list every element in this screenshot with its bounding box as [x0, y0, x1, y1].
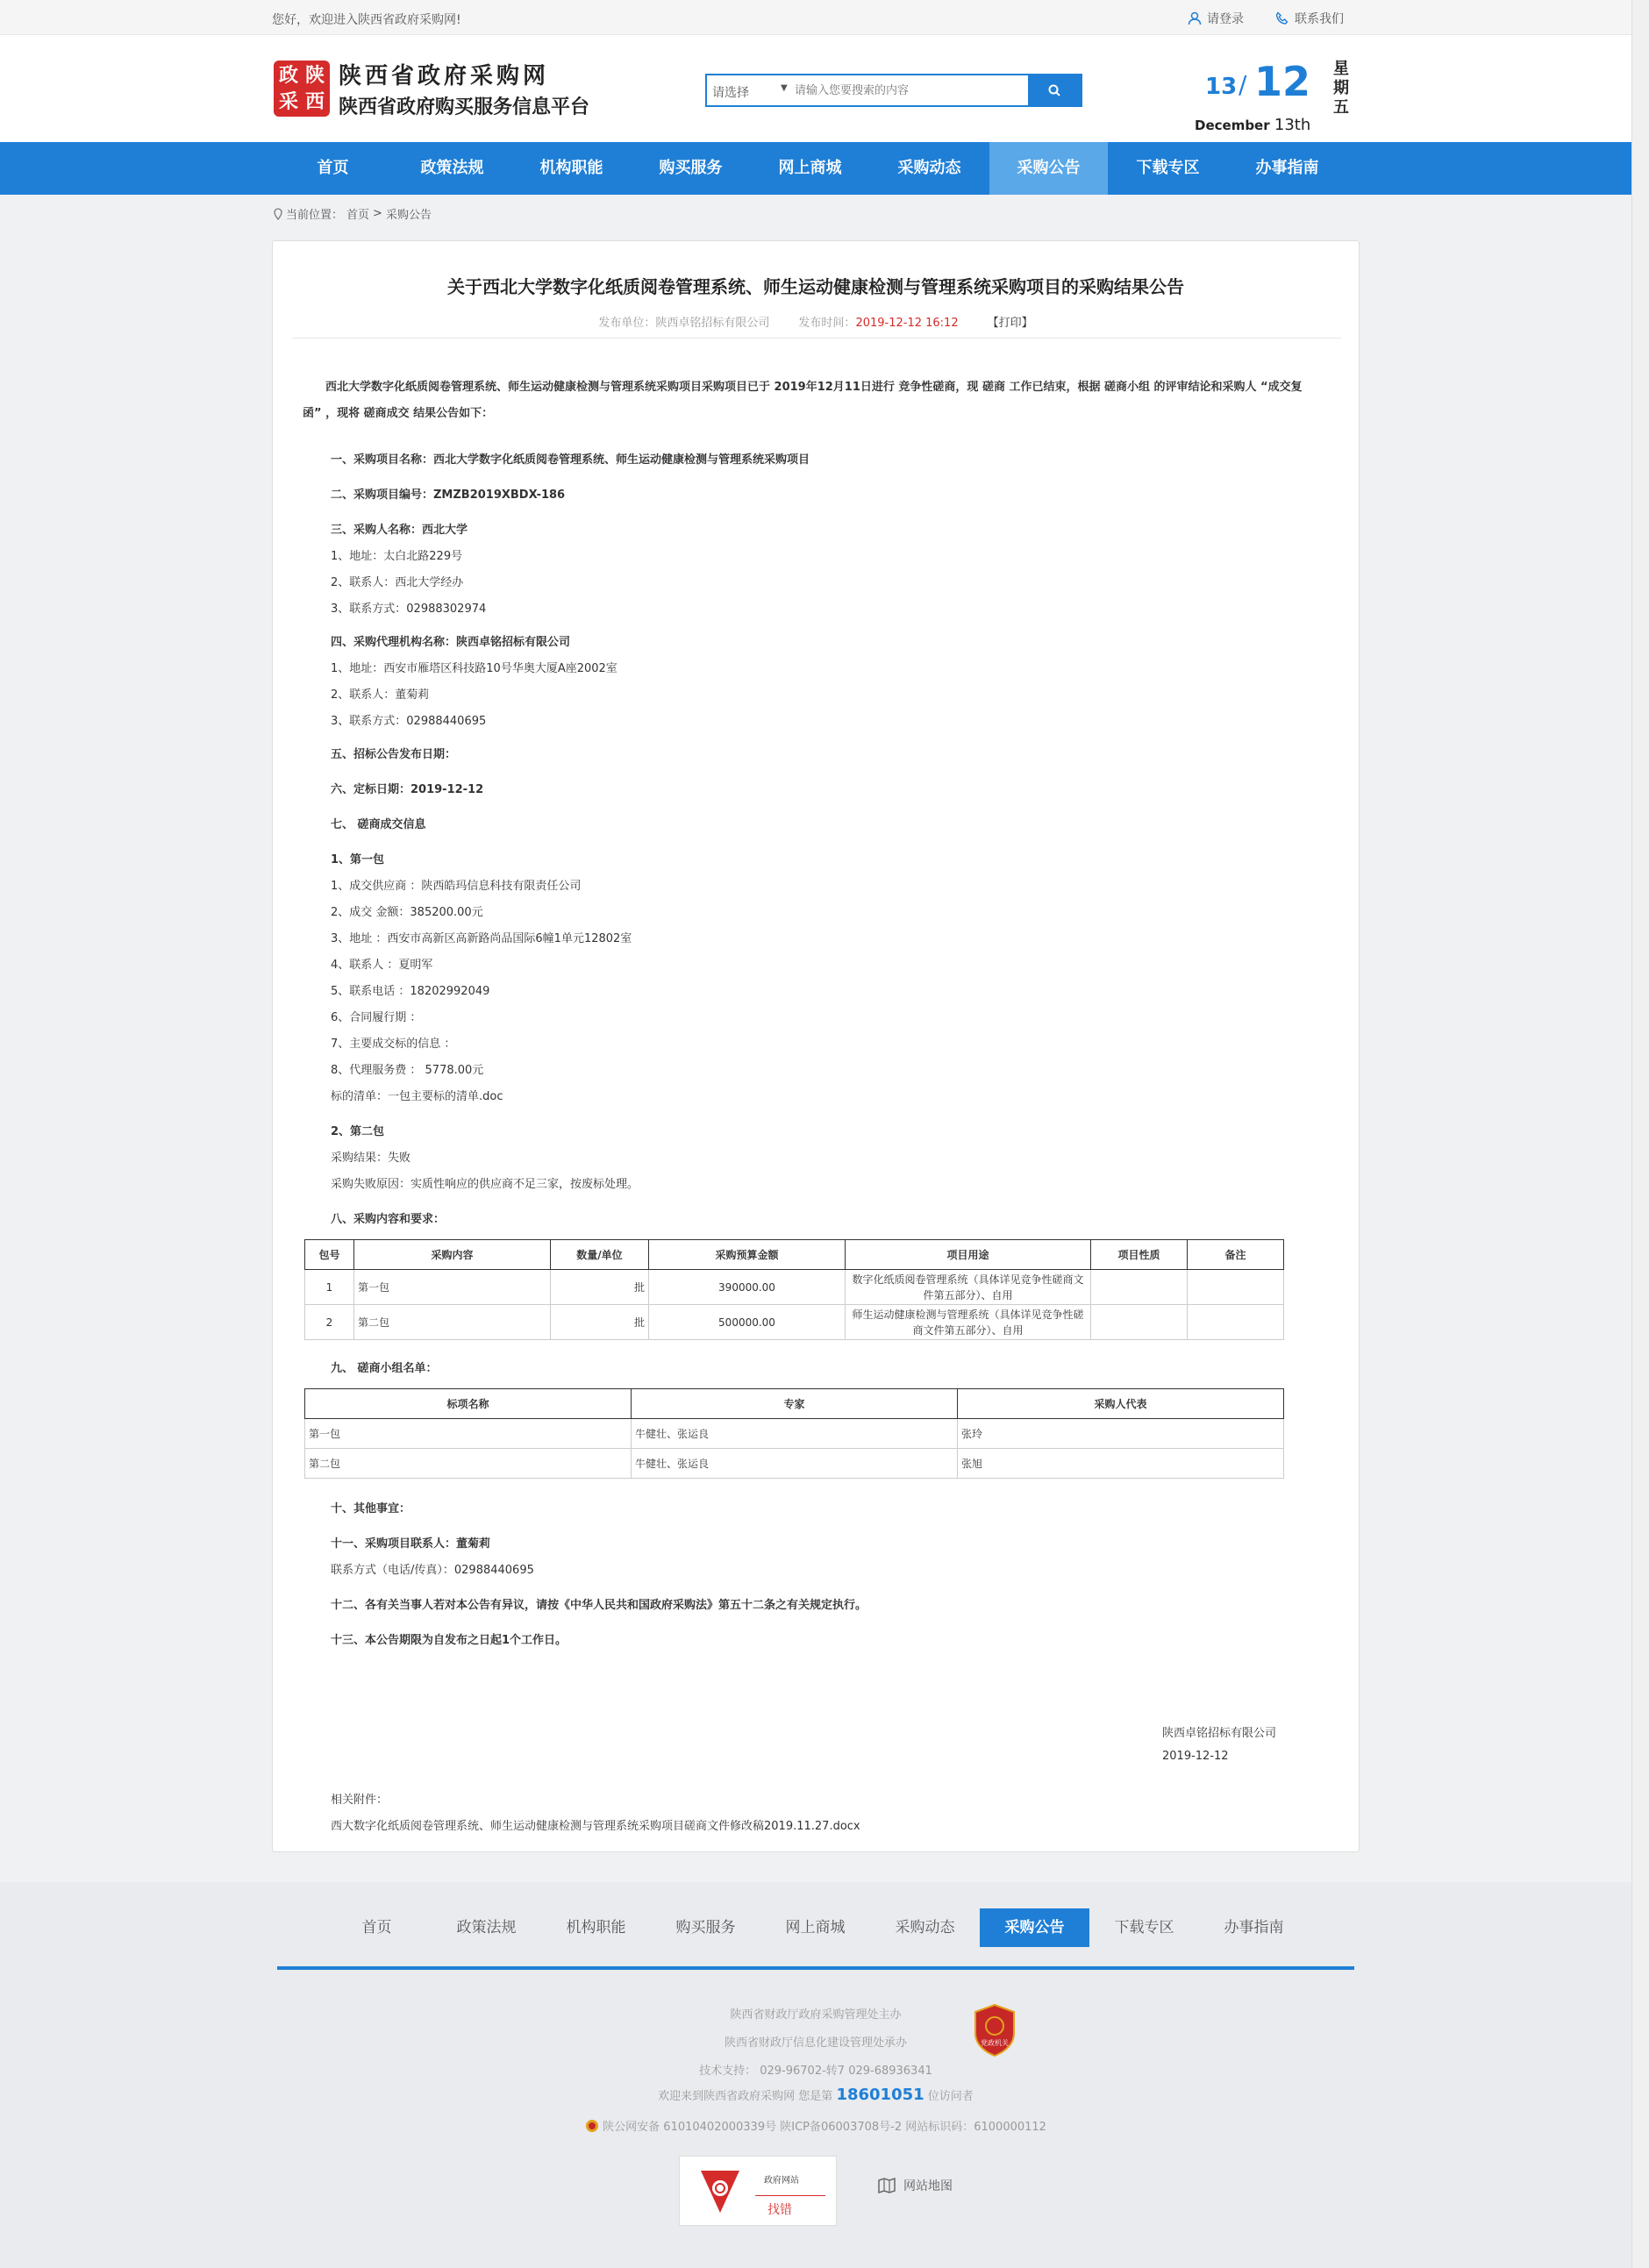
footer-nav-announcement[interactable]: 采购公告 — [980, 1908, 1089, 1947]
article-line: 一、采购项目名称：西北大学数字化纸质阅卷管理系统、师生运动健康检测与管理系统采购项目 — [331, 453, 810, 467]
article-line: 六、定标日期：2019-12-12 — [331, 783, 484, 796]
footer-nav-agency[interactable]: 机构职能 — [566, 1919, 626, 1936]
table-header: 采购预算金额 — [649, 1240, 846, 1270]
article-line: 西大数字化纸质阅卷管理系统、师生运动健康检测与管理系统采购项目磋商文件修改稿2019.11.27.docx — [331, 1820, 860, 1833]
search-input[interactable] — [795, 80, 970, 101]
signature-org: 陕西卓铭招标有限公司 — [1162, 1727, 1277, 1740]
visitor-count: 18601051 — [836, 2086, 924, 2104]
table-header: 包号 — [305, 1240, 354, 1270]
footer-undertake: 陕西省财政厅信息化建设管理处承办 — [724, 2036, 907, 2050]
footer-nav-news[interactable]: 采购动态 — [895, 1919, 955, 1936]
footer — [0, 1882, 1631, 2268]
article-intro: 西北大学数字化纸质阅卷管理系统、师生运动健康检测与管理系统采购项目采购项目已于 2019年12月11日进行 竞争性磋商，现 磋商 工作已结束，根据 磋商小组 的评审结论和采购人 “成交复函” ，现将 磋商成交 结果公告如下： — [303, 381, 1303, 420]
article-line: 三、采购人名称：西北大学 — [331, 524, 468, 537]
procurement-table — [304, 1239, 1284, 1340]
article-line: 五、招标公告发布日期： — [331, 748, 457, 761]
breadcrumb-home[interactable]: 首页 — [346, 209, 370, 222]
phone-icon — [1275, 11, 1289, 25]
main-nav — [0, 142, 1631, 195]
panel-table — [304, 1388, 1284, 1479]
print-link[interactable]: 【打印】 — [987, 317, 1033, 330]
nav-item-home[interactable]: 首页 — [317, 159, 349, 177]
article-line: 标的清单：一包主要标的清单.doc — [331, 1090, 503, 1103]
table-header: 备注 — [1188, 1240, 1284, 1270]
table-row: 2 第二包 批 500000.00 师生运动健康检测与管理系统（具体详见竞争性磋商文件第五部分）、自用 — [305, 1305, 1284, 1340]
table-header: 标项名称 — [305, 1389, 632, 1419]
footer-nav — [0, 1908, 1631, 1947]
search-icon — [1047, 83, 1061, 97]
publish-time: 2019-12-12 16:12 — [855, 317, 959, 330]
footer-nav-policy[interactable]: 政策法规 — [456, 1919, 517, 1936]
article-line: 2、第二包 — [331, 1125, 385, 1138]
badge-icon — [972, 2003, 1017, 2058]
article-line: 1、第一包 — [331, 853, 385, 867]
footer-host: 陕西省财政厅政府采购管理处主办 — [730, 2008, 902, 2022]
article-line: 1、地址：西安市雁塔区科技路10号华奥大厦A座2002室 — [331, 662, 617, 675]
article-line: 十二、各有关当事人若对本公告有异议，请按《中华人民共和国政府采购法》第五十二条之有关规定执行。 — [331, 1599, 867, 1612]
date-weekday: 星 期 五 — [1333, 60, 1349, 117]
article-line: 5、联系电话 ：18202992049 — [331, 985, 490, 998]
police-badge-icon — [585, 2119, 599, 2133]
footer-visitor: 欢迎来到陕西省政府采购网 您是第 18601051 位访问者 — [658, 2086, 974, 2104]
article-line: 3、联系方式：02988440695 — [331, 715, 487, 728]
article-line: 七、 磋商成交信息 — [331, 818, 426, 831]
article-line: 八、采购内容和要求： — [331, 1213, 446, 1226]
article-line: 1、地址：太白北路229号 — [331, 550, 463, 563]
site-subtitle: 陕西省政府购买服务信息平台 — [339, 96, 590, 118]
scrollbar[interactable] — [1631, 0, 1649, 2268]
search-category-select[interactable]: 请选择 — [712, 86, 749, 100]
article-line: 4、联系人 ：夏明军 — [331, 959, 433, 972]
footer-nav-guide[interactable]: 办事指南 — [1224, 1919, 1284, 1936]
nav-item-mall[interactable]: 网上商城 — [778, 159, 842, 177]
article-line: 6、合同履行期 ： — [331, 1011, 422, 1024]
article-line: 2、联系人：董菊莉 — [331, 688, 430, 702]
login-link[interactable] — [1188, 10, 1244, 27]
date-widget: 13 / 12 December 13th 星 期 五 — [1195, 58, 1349, 134]
site-name: 陕西省政府采购网 — [339, 63, 550, 89]
table-header: 采购内容 — [354, 1240, 551, 1270]
nav-item-announcement[interactable]: 采购公告 — [989, 142, 1108, 195]
footer-divider — [277, 1966, 1354, 1970]
footer-records: 陕公网安备 61010402000339号 陕ICP备06003708号-2 网站标识码：6100000112 — [0, 2117, 1631, 2134]
article-panel — [272, 240, 1360, 1852]
contact-label: 联系我们 — [1295, 12, 1344, 26]
divider — [292, 338, 1341, 339]
table-header: 项目性质 — [1091, 1240, 1188, 1270]
article-line: 二、采购项目编号：ZMZB2019XBDX-186 — [331, 489, 566, 502]
login-label: 请登录 — [1207, 12, 1244, 26]
table-row: 第二包 牛健壮、张运良 张旭 — [305, 1449, 1284, 1479]
article-line: 3、地址 ：西安市高新区高新路尚品国际6幢1单元12802室 — [331, 932, 632, 945]
article-line: 十一、采购项目联系人：董菊莉 — [331, 1537, 491, 1551]
article-line: 十三、本公告期限为自发布之日起1个工作日。 — [331, 1634, 568, 1647]
article-line: 8、代理服务费 ： 5778.00元 — [331, 1064, 484, 1077]
nav-item-news[interactable]: 采购动态 — [897, 159, 961, 177]
table-row: 第一包 牛健壮、张运良 张玲 — [305, 1419, 1284, 1449]
article-line: 十、其他事宜： — [331, 1502, 411, 1516]
footer-nav-home[interactable]: 首页 — [361, 1919, 392, 1936]
breadcrumb: 当前位置： 首页 > 采购公告 — [0, 195, 1631, 228]
signature-date: 2019-12-12 — [1162, 1750, 1229, 1763]
nav-item-policy[interactable]: 政策法规 — [420, 159, 484, 177]
contact-link[interactable] — [1275, 10, 1344, 27]
article-line: 2、联系人：西北大学经办 — [331, 576, 464, 589]
publisher: 陕西卓铭招标有限公司 — [655, 317, 770, 330]
nav-item-download[interactable]: 下载专区 — [1136, 159, 1200, 177]
nav-item-guide[interactable]: 办事指南 — [1255, 159, 1319, 177]
sitemap-link[interactable]: 网站地图 — [877, 2177, 953, 2194]
table-row: 1 第一包 批 390000.00 数字化纸质阅卷管理系统（具体详见竞争性磋商文件第五部分）、自用 — [305, 1270, 1284, 1305]
user-icon — [1188, 11, 1202, 25]
footer-support: 技术支持： 029-96702-转7 029-68936341 — [699, 2065, 932, 2078]
footer-nav-download[interactable]: 下载专区 — [1114, 1919, 1174, 1936]
map-icon — [877, 2177, 896, 2194]
chevron-down-icon: ▼ — [781, 83, 788, 93]
nav-item-agency[interactable]: 机构职能 — [539, 159, 603, 177]
article-line: 相关附件： — [331, 1794, 389, 1807]
party-government-badge[interactable]: 党政机关 — [972, 2003, 1017, 2058]
article-line: 1、成交供应商 ：陕西皓玛信息科技有限责任公司 — [331, 880, 582, 893]
article-line: 四、采购代理机构名称：陕西卓铭招标有限公司 — [331, 636, 571, 649]
article-line: 3、联系方式：02988302974 — [331, 603, 487, 616]
top-bar — [0, 0, 1631, 35]
article-line: 7、主要成交标的信息 ： — [331, 1038, 456, 1051]
date-day: 13 — [1205, 74, 1238, 100]
date-month: 12 — [1254, 58, 1311, 105]
search-button[interactable] — [1028, 75, 1081, 105]
table-header: 项目用途 — [846, 1240, 1091, 1270]
breadcrumb-current[interactable]: 采购公告 — [385, 209, 432, 222]
article-line: 采购失败原因：实质性响应的供应商不足三家，按废标处理。 — [331, 1178, 639, 1191]
table-header: 专家 — [632, 1389, 958, 1419]
location-pin-icon — [274, 208, 282, 220]
footer-nav-mall[interactable]: 网上商城 — [785, 1919, 846, 1936]
article-meta: 发布单位：陕西卓铭招标有限公司 发布时间：2019-12-12 16:12 【打印】 — [598, 317, 1033, 330]
table-header: 数量/单位 — [551, 1240, 649, 1270]
article-line: 2、成交 金额：385200.00元 — [331, 906, 483, 919]
search-box — [705, 74, 1082, 107]
date-english: December 13th — [1195, 116, 1311, 134]
footer-nav-purchase-service[interactable]: 购买服务 — [675, 1919, 736, 1936]
table-header: 采购人代表 — [958, 1389, 1284, 1419]
article-line: 九、 磋商小组名单： — [331, 1362, 438, 1375]
find-error-icon — [696, 2165, 748, 2218]
welcome-text: 您好，欢迎进入陕西省政府采购网! — [272, 13, 461, 27]
article-line: 联系方式（电话/传真）：02988440695 — [331, 1564, 534, 1577]
article-title: 关于西北大学数字化纸质阅卷管理系统、师生运动健康检测与管理系统采购项目的采购结果公告 — [447, 276, 1184, 297]
site-logo[interactable] — [274, 58, 589, 119]
header — [0, 35, 1631, 142]
logo-seal: 政 陕 采 西 — [274, 61, 330, 117]
find-error-button[interactable]: 政府网站 找错 — [679, 2156, 837, 2226]
nav-item-purchase-service[interactable]: 购买服务 — [659, 159, 723, 177]
article-line: 采购结果：失败 — [331, 1152, 411, 1165]
